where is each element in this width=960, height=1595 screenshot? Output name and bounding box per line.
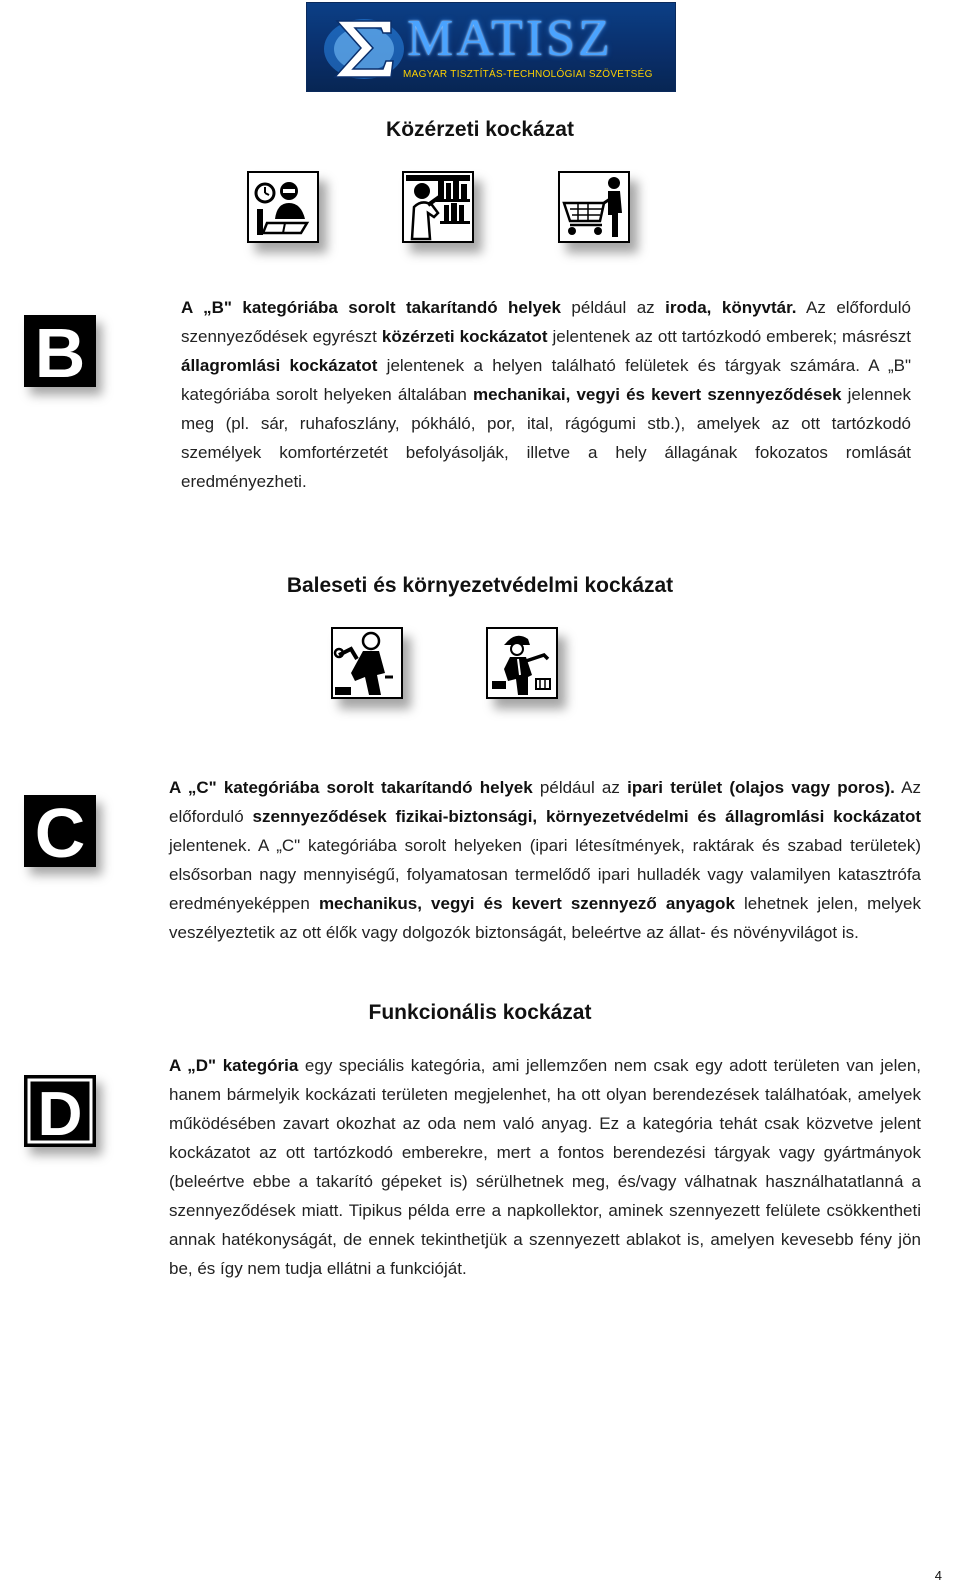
section-b-paragraph xyxy=(181,293,911,496)
text-run: jelentenek a helyen található felületek és tárgyak számára. A „B" kategóriába sorolt helyeken általában xyxy=(181,356,911,404)
text-run: jelennek meg (pl. sár, ruhafoszlány, pókháló, por, ital, rágógumi stb.), amelyek az ott tartózkodó személyek komfortérzetét befolyásolják, illetve a hely állagának fokozatos romlását eredményezheti. xyxy=(181,385,911,491)
text-run: Az előforduló szennyeződések egyrészt xyxy=(181,298,911,346)
text-run: egy speciális kategória, ami jellemzően nem csak egy adott területen van jelen, hanem bármelyik kockázati területen megjelenhet, ha ott olyan berendezések találhatóak, amelyek működésében zavart okozhat az oda nem való anyag. Ez a kategória tehát csak közvetve jelent kockázatot az ott tartózkodó emberekre, mert a fontos berendezési tárgyak vagy gyártmányok (beleértve ebbe a takarító gépeket is) sérülhetnek meg, és/vagy válhatnak használhatatlanná a szennyeződések miatt. Tipikus példa erre a napkollektor, aminek szennyezett felülete csökkentheti annak hatékonyságát, de ennek tekinthetjük a szennyezett ablakot is, amelyen kevesebb fény jön be, és így nem tudja ellátni a funkcióját. xyxy=(169,1056,921,1278)
logo-subtitle: MAGYAR TISZTÍTÁS-TECHNOLÓGIAI SZÖVETSÉG xyxy=(403,69,653,80)
category-c-icon xyxy=(24,795,96,867)
section-b-heading: Közérzeti kockázat xyxy=(386,118,574,141)
text-run: állagromlási kockázatot xyxy=(181,356,378,375)
section-c-heading: Baleseti és környezetvédelmi kockázat xyxy=(286,574,674,597)
text-run: jelentenek az ott tartózkodó emberek; másrészt xyxy=(547,327,911,346)
text-run: közérzeti kockázatot xyxy=(381,327,548,346)
text-run: szennyeződések fizikai-biztonsági, környezetvédelmi és állagromlási kockázatot xyxy=(252,807,922,826)
text-run: például az xyxy=(560,298,666,317)
category-b-icon xyxy=(24,315,96,387)
text-run: jelentenek. A „C" kategóriába sorolt helyeken (ipari létesítmények, raktárak és szabad területek) elsősorban nagy mennyiségű, folyamatosan termelődő ipari hulladék vagy valamilyen katasztrófa eredményeképpen xyxy=(169,836,921,913)
category-d-icon xyxy=(24,1075,96,1147)
category-c-letter: C xyxy=(34,795,86,867)
office-worker-icon xyxy=(247,171,319,243)
category-b-letter: B xyxy=(34,315,86,387)
text-run: A „D" kategória xyxy=(169,1056,299,1075)
mechanic-icon xyxy=(331,627,403,699)
sigma-globe-icon xyxy=(319,11,409,83)
logo-brand-text: MATISZ xyxy=(407,10,613,67)
section-d-heading: Funkcionális kockázat xyxy=(368,1001,592,1024)
text-run: A „B" kategóriába sorolt takarítandó helyek xyxy=(181,298,561,317)
text-run: mechanikai, vegyi és kevert szennyeződések xyxy=(473,385,842,404)
text-run: például az xyxy=(532,778,628,797)
section-c-paragraph xyxy=(169,773,921,947)
text-run: mechanikus, vegyi és kevert szennyező anyagok xyxy=(318,894,735,913)
factory-worker-icon xyxy=(486,627,558,699)
text-run: Az előforduló xyxy=(169,778,922,826)
text-run: iroda, könyvtár. xyxy=(665,298,797,317)
page-number: 4 xyxy=(934,1568,942,1583)
library-icon xyxy=(402,171,474,243)
section-d-paragraph xyxy=(169,1051,921,1283)
text-run: lehetnek jelen, melyek veszélyeztetik az ott élők vagy dolgozók biztonságát, beleértve az állat- és növényvilágot is. xyxy=(169,894,921,942)
matisz-logo xyxy=(306,2,676,92)
text-run: A „C" kategóriába sorolt takarítandó helyek xyxy=(169,778,533,797)
category-d-letter: D xyxy=(37,1080,83,1147)
shopping-cart-icon xyxy=(558,171,630,243)
text-run: ipari terület (olajos vagy poros). xyxy=(627,778,895,797)
